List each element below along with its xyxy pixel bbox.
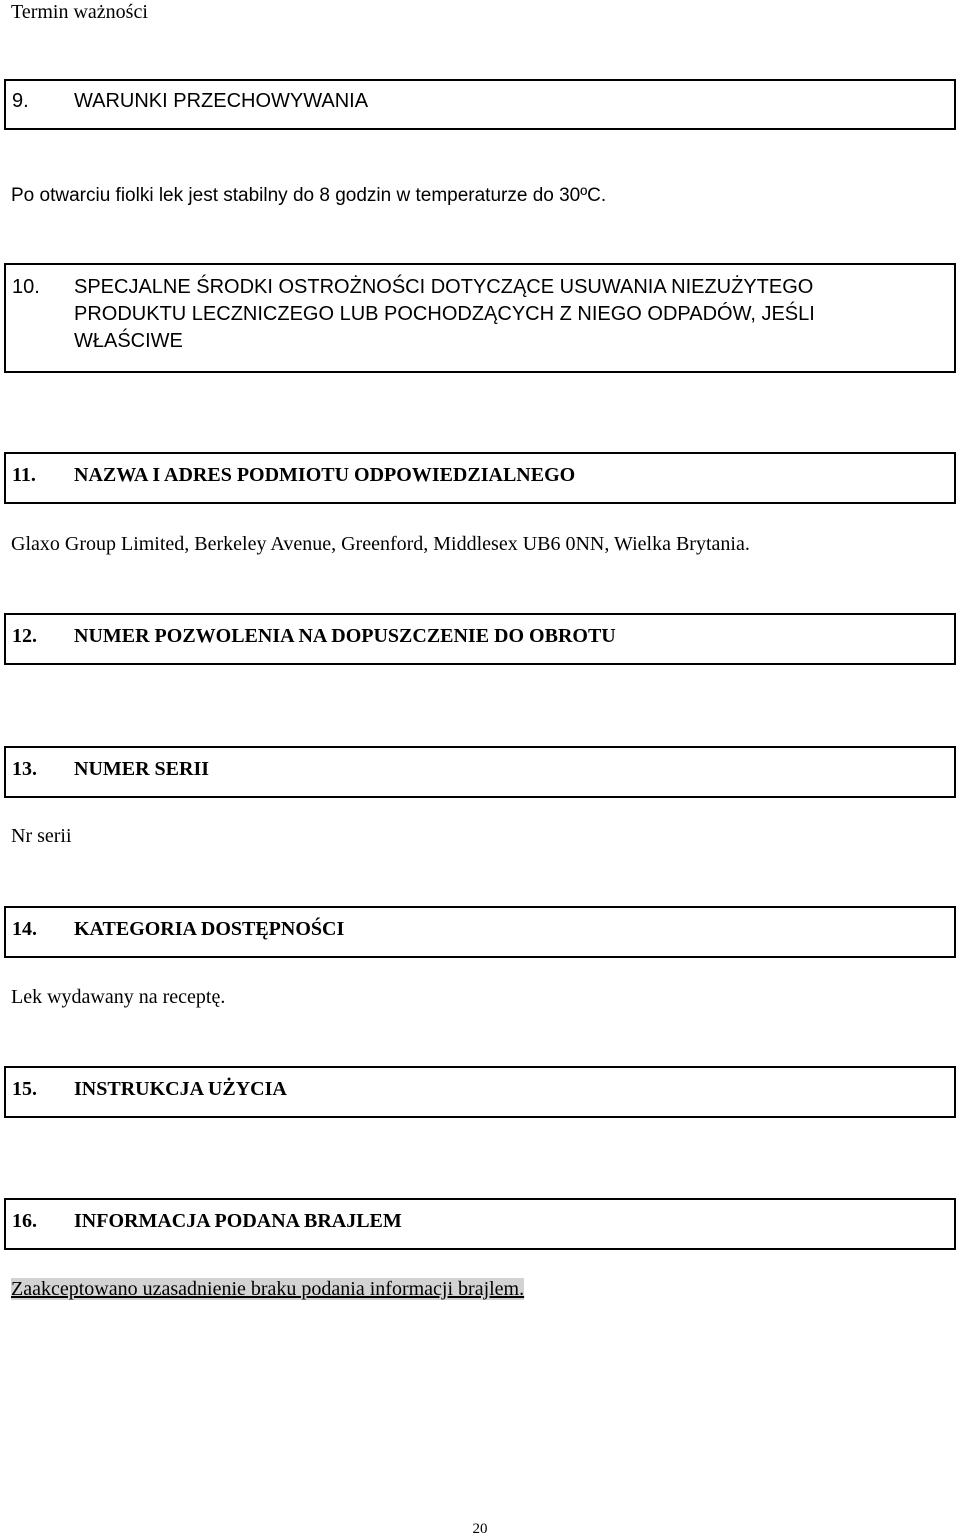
holder-text: Glaxo Group Limited, Berkeley Avenue, Greenford, Middlesex UB6 0NN, Wielka Brytania. — [11, 533, 750, 555]
section-11-header — [4, 452, 956, 504]
section-14-header — [4, 906, 956, 958]
braille-text-highlight: Zaakceptowano uzasadnienie braku podania informacji brajlem. — [11, 1278, 525, 1300]
section-number: 12. — [12, 625, 37, 647]
section-16-header — [4, 1198, 956, 1250]
section-number: 9. — [12, 90, 29, 112]
section-title-line-1: SPECJALNE ŚRODKI OSTROŻNOŚCI DOTYCZĄCE USUWANIA NIEZUŻYTEGO — [74, 276, 814, 298]
section-title: NAZWA I ADRES PODMIOTU ODPOWIEDZIALNEGO — [74, 464, 576, 486]
section-title: KATEGORIA DOSTĘPNOŚCI — [74, 918, 345, 940]
section-title-line-3: WŁAŚCIWE — [74, 330, 183, 352]
section-9-header — [4, 79, 956, 130]
section-number: 15. — [12, 1078, 37, 1100]
section-10-header — [4, 263, 956, 373]
category-text: Lek wydawany na receptę. — [11, 986, 226, 1008]
storage-text: Po otwarciu fiolki lek jest stabilny do 8 godzin w temperaturze do 30ºC. — [11, 185, 607, 206]
section-title: WARUNKI PRZECHOWYWANIA — [74, 90, 369, 112]
batch-text: Nr serii — [11, 825, 72, 847]
expiry-text: Termin ważności — [11, 1, 148, 23]
section-number: 16. — [12, 1210, 37, 1232]
section-number: 13. — [12, 758, 37, 780]
section-number: 10. — [12, 276, 40, 298]
section-title-line-2: PRODUKTU LECZNICZEGO LUB POCHODZĄCYCH Z NIEGO ODPADÓW, JEŚLI — [74, 303, 815, 325]
section-number: 14. — [12, 918, 37, 940]
section-title: NUMER SERII — [74, 758, 210, 780]
section-15-header — [4, 1066, 956, 1118]
section-title: INSTRUKCJA UŻYCIA — [74, 1078, 287, 1100]
page-number: 20 — [472, 1521, 488, 1537]
braille-text — [11, 1277, 524, 1301]
section-13-header — [4, 746, 956, 798]
section-12-header — [4, 613, 956, 665]
section-title: NUMER POZWOLENIA NA DOPUSZCZENIE DO OBROTU — [74, 625, 616, 647]
section-number: 11. — [12, 464, 36, 486]
section-title: INFORMACJA PODANA BRAJLEM — [74, 1210, 402, 1232]
